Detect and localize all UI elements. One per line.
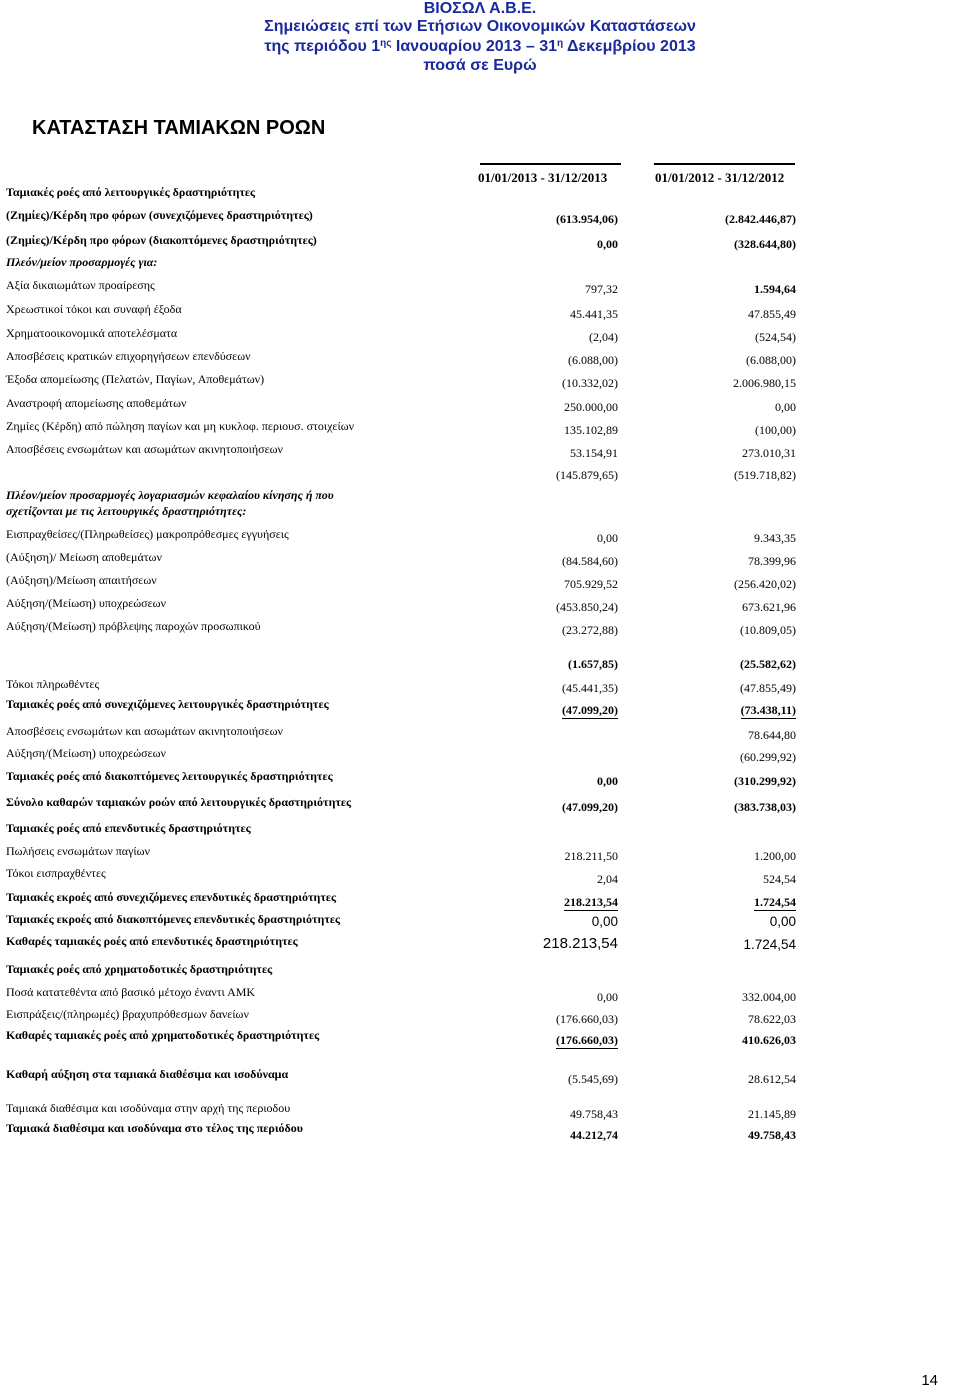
row-label: Ταμιακές ροές από χρηματοδοτικές δραστηριότητες [6, 962, 273, 976]
table-row [0, 302, 960, 320]
row-label: Ταμιακά διαθέσιμα και ισοδύναμα στην αρχή της περιοδου [6, 1101, 291, 1115]
table-row [0, 1067, 960, 1085]
value-2012: (524,54) [755, 330, 796, 344]
table-row [0, 844, 960, 862]
row-label: Αύξηση/(Μείωση) υποχρεώσεων [6, 596, 166, 610]
table-row [0, 866, 960, 884]
table-row [0, 233, 960, 251]
table-row [0, 1121, 960, 1142]
table-row [0, 985, 960, 1003]
value-2012: (2.842.446,87) [725, 212, 796, 226]
company-name: ΒΙΟΣΩΛ Α.Β.Ε. [423, 0, 537, 17]
value-2013: 45.441,35 [570, 307, 618, 321]
value-2013: (145.879,65) [556, 468, 618, 482]
value-2012: 273.010,31 [742, 446, 796, 460]
row-label: Αύξηση/(Μείωση) υποχρεώσεων [6, 746, 166, 760]
table-row [0, 1007, 960, 1025]
value-2013: 705.929,52 [564, 577, 618, 591]
row-label: Ταμιακές ροές από επενδυτικές δραστηριότητες [6, 821, 251, 835]
table-row [0, 396, 960, 414]
table-row [0, 464, 960, 482]
value-2012: (47.855,49) [740, 681, 796, 695]
table-row [0, 596, 960, 614]
value-2012: 524,54 [763, 872, 796, 886]
row-label: Εισπράξεις/(πληρωμές) βραχυπρόθεσμων δανείων [6, 1007, 249, 1021]
column-header-2012: 01/01/2012 - 31/12/2012 [655, 170, 785, 185]
value-2013: 797,32 [585, 282, 618, 296]
row-label: Αποσβέσεις ενσωμάτων και ασωμάτων ακινητοποιήσεων [6, 442, 283, 456]
value-2013: (45.441,35) [562, 681, 618, 695]
doc-subtitle: Σημειώσεις επί των Ετήσιων Οικονομικών Καταστάσεων [264, 18, 696, 35]
value-2013: 0,00 [597, 531, 618, 545]
value-2013: 44.212,74 [570, 1128, 618, 1142]
value-2013: (1.657,85) [568, 657, 618, 671]
section-heading-working-capital: Πλέον/μείον προσαρμογές λογαριασμών κεφαλαίου κίνησης ή που [6, 488, 334, 502]
value-2012: 2.006.980,15 [733, 376, 796, 390]
table-row [0, 550, 960, 568]
value-2012: 78.399,96 [748, 554, 796, 568]
value-2012: (256.420,02) [734, 577, 796, 591]
row-label: Πωλήσεις ενσωμάτων παγίων [6, 844, 150, 858]
value-2013: 135.102,89 [564, 423, 618, 437]
row-label: Σύνολο καθαρών ταμιακών ροών από λειτουργικές δραστηριότητες [6, 795, 352, 809]
row-label: Τόκοι πληρωθέντες [6, 677, 100, 691]
table-row [0, 326, 960, 344]
row-label: (Ζημίες)/Κέρδη προ φόρων (διακοπτόμενες δραστηριότητες) [6, 233, 317, 247]
table-row [0, 890, 960, 908]
table-row [0, 442, 960, 460]
value-2013: (5.545,69) [568, 1072, 618, 1086]
value-2013: (10.332,02) [562, 376, 618, 390]
row-label: Ταμιακές εκροές από διακοπτόμενες επενδυτικές δραστηριότητες [6, 912, 341, 926]
value-2012: (328.644,80) [734, 237, 796, 251]
table-row [0, 746, 960, 764]
value-2013: 0,00 [597, 990, 618, 1004]
table-row [0, 208, 960, 226]
value-2013: (47.099,20) [562, 800, 618, 814]
row-label: (Αύξηση)/ Μείωση αποθεμάτων [6, 550, 162, 564]
row-label: Ταμιακά διαθέσιμα και ισοδύναμα στο τέλος της περιόδου [6, 1121, 304, 1135]
period-sup-2: η [557, 38, 564, 49]
table-row [0, 278, 960, 296]
row-label: Αποσβέσεις κρατικών επιχορηγήσεων επενδύσεων [6, 349, 251, 363]
value-2013: (2,04) [589, 330, 618, 344]
value-2013: 53.154,91 [570, 446, 618, 460]
value-2012: 673.621,96 [742, 600, 796, 614]
row-label: Ταμιακές ροές από συνεχιζόμενες λειτουργικές δραστηριότητες [6, 697, 329, 711]
row-label: Ταμιακές ροές από διακοπτόμενες λειτουργικές δραστηριότητες [6, 769, 333, 783]
row-label: Καθαρές ταμιακές ροές από επενδυτικές δραστηριότητες [6, 934, 298, 948]
value-2012: 1.724,54 [754, 895, 796, 909]
value-2012: (310.299,92) [734, 774, 796, 788]
period-prefix: της περιόδου 1 [264, 38, 381, 55]
row-label: Καθαρή αύξηση στα ταμιακά διαθέσιμα και ισοδύναμα [6, 1067, 289, 1081]
row-label: Ταμιακές εκροές από συνεχιζόμενες επενδυτικές δραστηριότητες [6, 890, 337, 904]
row-label: Αποσβέσεις ενσωμάτων και ασωμάτων ακινητοποιήσεων [6, 724, 283, 738]
value-2013: 49.758,43 [570, 1107, 618, 1121]
value-2012: 78.622,03 [748, 1012, 796, 1026]
value-2012: (25.582,62) [740, 657, 796, 671]
value-2013: (6.088,00) [568, 353, 618, 367]
table-row [0, 912, 960, 930]
value-2012: (10.809,05) [740, 623, 796, 637]
table-row [0, 527, 960, 545]
row-label: Εισπραχθείσες/(Πληρωθείσες) μακροπρόθεσμες εγγυήσεις [6, 527, 289, 541]
value-2013: (453.850,24) [556, 600, 618, 614]
row-label: Τόκοι εισπραχθέντες [6, 866, 106, 880]
column-rule-2 [654, 163, 795, 165]
row-label: Ποσά κατατεθέντα από βασικό μέτοχο έναντι ΑΜΚ [6, 985, 256, 999]
value-2013: 218.213,54 [542, 935, 618, 952]
value-2012: (73.438,11) [740, 703, 796, 717]
table-row [0, 934, 960, 952]
value-2013: (84.584,60) [562, 554, 618, 568]
value-2012: (383.738,03) [734, 800, 796, 814]
value-2012: 9.343,35 [754, 531, 796, 545]
row-label: Ζημίες (Κέρδη) από πώληση παγίων και μη κυκλοφ. περιουσ. στοιχείων [6, 419, 355, 433]
table-row [0, 619, 960, 637]
value-2012: 78.644,80 [748, 728, 796, 742]
table-row [0, 573, 960, 591]
value-2013: 0,00 [597, 774, 618, 788]
row-label: Αξία δικαιωμάτων προαίρεσης [6, 278, 155, 292]
value-2012: 28.612,54 [748, 1072, 796, 1086]
row-label: Καθαρές ταμιακές ροές από χρηματοδοτικές δραστηριότητες [6, 1028, 320, 1042]
row-label: Χρεωστικοί τόκοι και συναφή έξοδα [6, 302, 182, 316]
value-2012: 1.594,64 [754, 282, 796, 296]
row-label: Έξοδα απομείωσης (Πελατών, Παγίων, Αποθεμάτων) [6, 372, 265, 386]
value-2012: (519.718,82) [734, 468, 796, 482]
value-2012: 47.855,49 [748, 307, 796, 321]
period-line [0, 38, 960, 56]
value-2012: 332.004,00 [742, 990, 796, 1004]
value-2013: 250.000,00 [564, 400, 618, 414]
table-row [0, 1028, 960, 1046]
table-row [0, 795, 960, 813]
row-label: Ταμιακές ροές από λειτουργικές δραστηριότητες [6, 185, 256, 199]
page-number: 14 [921, 1372, 938, 1389]
value-2013: (176.660,03) [556, 1012, 618, 1026]
value-2013: 218.213,54 [564, 895, 618, 909]
row-label: Χρηματοοικονομικά αποτελέσματα [6, 326, 178, 340]
table-row [0, 419, 960, 437]
value-2012: 49.758,43 [748, 1128, 796, 1142]
value-2013: (176.660,03) [556, 1033, 618, 1047]
value-2012: 410.626,03 [742, 1033, 796, 1047]
value-2012: (100,00) [755, 423, 796, 437]
table-row [0, 962, 960, 980]
value-2012: (60.299,92) [740, 750, 796, 764]
column-header-2013: 01/01/2013 - 31/12/2013 [478, 170, 608, 185]
table-row [0, 653, 960, 671]
value-2013: 218.211,50 [564, 849, 618, 863]
statement-title: ΚΑΤΑΣΤΑΣΗ ΤΑΜΙΑΚΩΝ ΡΟΩΝ [32, 117, 326, 139]
table-row [0, 724, 960, 742]
table-row [0, 697, 960, 715]
table-row [0, 372, 960, 390]
value-2012: 0,00 [775, 400, 796, 414]
currency-note: ποσά σε Ευρώ [423, 57, 537, 74]
value-2013: 2,04 [597, 872, 618, 886]
row-label: (Ζημίες)/Κέρδη προ φόρων (συνεχιζόμενες δραστηριότητες) [6, 208, 313, 222]
row-label: Πλεόν/μείον προσαρμογές για: [6, 255, 158, 269]
value-2013: (23.272,88) [562, 623, 618, 637]
table-row [0, 769, 960, 787]
value-2012: 0,00 [769, 914, 796, 929]
value-2013: (613.954,06) [556, 212, 618, 226]
value-2013: 0,00 [597, 237, 618, 251]
period-mid: Ιανουαρίου 2013 – 31 [391, 38, 558, 55]
row-label: (Αύξηση)/Μείωση απαιτήσεων [6, 573, 157, 587]
period-suffix: Δεκεμβρίου 2013 [563, 38, 696, 55]
table-row [0, 1101, 960, 1119]
value-2012: (6.088,00) [746, 353, 796, 367]
table-row [0, 349, 960, 367]
value-2013: 0,00 [591, 914, 618, 929]
value-2013: (47.099,20) [562, 703, 618, 717]
value-2012: 21.145,89 [748, 1107, 796, 1121]
column-rule-1 [480, 163, 621, 165]
row-label: Αύξηση/(Μείωση) πρόβλεψης παροχών προσωπικού [6, 619, 261, 633]
row-label: Αναστροφή απομείωσης αποθεμάτων [6, 396, 187, 410]
value-2012: 1.724,54 [743, 937, 796, 952]
section-heading-working-capital-cont: σχετίζονται με τις λειτουργικές δραστηριότητες: [6, 504, 247, 518]
table-row [0, 255, 960, 273]
period-sup-1: ης [380, 38, 392, 49]
table-row [0, 677, 960, 695]
table-row [0, 821, 960, 839]
table-row [0, 185, 960, 203]
value-2012: 1.200,00 [754, 849, 796, 863]
